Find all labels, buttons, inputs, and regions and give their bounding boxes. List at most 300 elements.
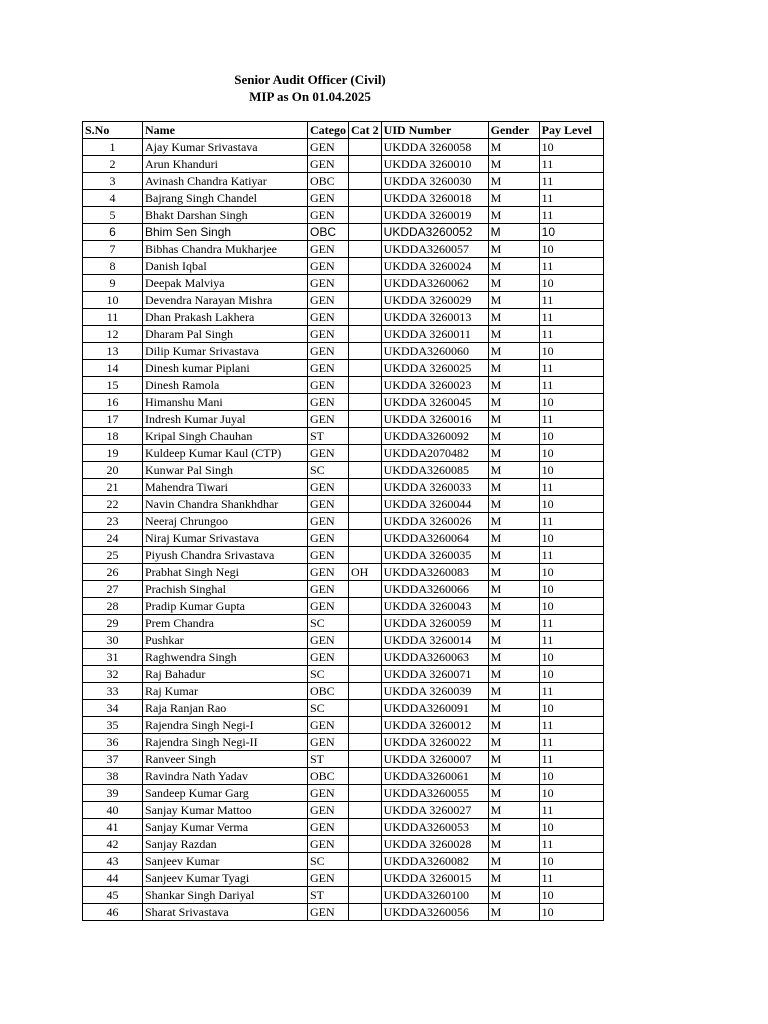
table-header-row (83, 122, 604, 139)
cell-category: GEN (308, 275, 349, 292)
cell-pay-level: 10 (539, 649, 603, 666)
table-row (83, 173, 604, 190)
cell-category: OBC (308, 768, 349, 785)
cell-sno: 37 (83, 751, 143, 768)
cell-cat2 (349, 649, 382, 666)
cell-name: Deepak Malviya (143, 275, 308, 292)
table-row (83, 700, 604, 717)
cell-cat2 (349, 513, 382, 530)
cell-gender: M (488, 734, 539, 751)
table-row (83, 870, 604, 887)
cell-sno: 20 (83, 462, 143, 479)
cell-cat2 (349, 581, 382, 598)
cell-sno: 15 (83, 377, 143, 394)
cell-sno: 2 (83, 156, 143, 173)
cell-uid: UKDDA 3260012 (381, 717, 488, 734)
cell-name: Pushkar (143, 632, 308, 649)
cell-pay-level: 11 (539, 360, 603, 377)
cell-sno: 21 (83, 479, 143, 496)
table-row (83, 887, 604, 904)
cell-pay-level: 10 (539, 768, 603, 785)
cell-category: GEN (308, 241, 349, 258)
cell-name: Ravindra Nath Yadav (143, 768, 308, 785)
cell-uid: UKDDA 3260019 (381, 207, 488, 224)
cell-category: GEN (308, 258, 349, 275)
cell-gender: M (488, 428, 539, 445)
cell-name: Kuldeep Kumar Kaul (CTP) (143, 445, 308, 462)
cell-sno: 36 (83, 734, 143, 751)
cell-uid: UKDDA 3260039 (381, 683, 488, 700)
table-row (83, 139, 604, 156)
cell-category: OBC (308, 683, 349, 700)
cell-sno: 9 (83, 275, 143, 292)
cell-uid: UKDDA3260063 (381, 649, 488, 666)
cell-sno: 13 (83, 343, 143, 360)
cell-uid: UKDDA 3260014 (381, 632, 488, 649)
table-row (83, 190, 604, 207)
cell-category: GEN (308, 717, 349, 734)
cell-gender: M (488, 530, 539, 547)
cell-category: GEN (308, 479, 349, 496)
cell-name: Avinash Chandra Katiyar (143, 173, 308, 190)
cell-cat2 (349, 666, 382, 683)
table-row (83, 326, 604, 343)
cell-cat2 (349, 292, 382, 309)
column-header-cat2: Cat 2 (349, 122, 382, 139)
cell-name: Mahendra Tiwari (143, 479, 308, 496)
cell-pay-level: 11 (539, 734, 603, 751)
cell-name: Pradip Kumar Gupta (143, 598, 308, 615)
cell-pay-level: 11 (539, 836, 603, 853)
cell-uid: UKDDA3260064 (381, 530, 488, 547)
cell-gender: M (488, 547, 539, 564)
cell-pay-level: 11 (539, 326, 603, 343)
cell-name: Prachish Singhal (143, 581, 308, 598)
cell-category: GEN (308, 802, 349, 819)
cell-pay-level: 11 (539, 258, 603, 275)
cell-sno: 25 (83, 547, 143, 564)
cell-pay-level: 11 (539, 173, 603, 190)
cell-gender: M (488, 632, 539, 649)
cell-sno: 10 (83, 292, 143, 309)
cell-sno: 14 (83, 360, 143, 377)
table-row (83, 394, 604, 411)
cell-pay-level: 11 (539, 547, 603, 564)
cell-category: ST (308, 887, 349, 904)
cell-name: Piyush Chandra Srivastava (143, 547, 308, 564)
cell-cat2 (349, 411, 382, 428)
cell-category: GEN (308, 581, 349, 598)
cell-sno: 22 (83, 496, 143, 513)
cell-category: SC (308, 462, 349, 479)
table-row (83, 513, 604, 530)
table-row (83, 666, 604, 683)
officer-table (82, 121, 604, 921)
table-row (83, 853, 604, 870)
cell-name: Dinesh kumar Piplani (143, 360, 308, 377)
cell-cat2 (349, 241, 382, 258)
cell-pay-level: 11 (539, 309, 603, 326)
cell-cat2 (349, 156, 382, 173)
table-row (83, 768, 604, 785)
cell-uid: UKDDA 3260027 (381, 802, 488, 819)
cell-category: GEN (308, 836, 349, 853)
cell-name: Sanjay Kumar Verma (143, 819, 308, 836)
cell-category: GEN (308, 326, 349, 343)
cell-uid: UKDDA 3260035 (381, 547, 488, 564)
cell-name: Bajrang Singh Chandel (143, 190, 308, 207)
cell-sno: 3 (83, 173, 143, 190)
cell-pay-level: 10 (539, 445, 603, 462)
column-header-sno: S.No (83, 122, 143, 139)
cell-cat2 (349, 853, 382, 870)
column-header-pay-level: Pay Level (539, 122, 603, 139)
cell-cat2 (349, 428, 382, 445)
cell-category: OBC (308, 173, 349, 190)
cell-uid: UKDDA 3260045 (381, 394, 488, 411)
cell-pay-level: 10 (539, 530, 603, 547)
cell-uid: UKDDA3260053 (381, 819, 488, 836)
cell-pay-level: 10 (539, 819, 603, 836)
cell-sno: 31 (83, 649, 143, 666)
cell-category: GEN (308, 343, 349, 360)
cell-sno: 45 (83, 887, 143, 904)
cell-gender: M (488, 139, 539, 156)
cell-cat2 (349, 394, 382, 411)
cell-gender: M (488, 411, 539, 428)
cell-category: ST (308, 428, 349, 445)
cell-pay-level: 11 (539, 479, 603, 496)
cell-pay-level: 11 (539, 870, 603, 887)
cell-category: GEN (308, 870, 349, 887)
cell-uid: UKDDA 3260071 (381, 666, 488, 683)
cell-pay-level: 11 (539, 190, 603, 207)
cell-uid: UKDDA 3260007 (381, 751, 488, 768)
cell-pay-level: 10 (539, 496, 603, 513)
cell-sno: 39 (83, 785, 143, 802)
cell-category: GEN (308, 904, 349, 921)
cell-name: Niraj Kumar Srivastava (143, 530, 308, 547)
cell-cat2 (349, 462, 382, 479)
cell-uid: UKDDA 3260059 (381, 615, 488, 632)
cell-category: GEN (308, 513, 349, 530)
cell-sno: 6 (83, 224, 143, 241)
cell-pay-level: 10 (539, 241, 603, 258)
cell-name: Rajendra Singh Negi-I (143, 717, 308, 734)
cell-name: Sanjeev Kumar Tyagi (143, 870, 308, 887)
cell-gender: M (488, 598, 539, 615)
table-row (83, 479, 604, 496)
cell-sno: 28 (83, 598, 143, 615)
cell-category: GEN (308, 819, 349, 836)
cell-pay-level: 11 (539, 751, 603, 768)
cell-pay-level: 10 (539, 139, 603, 156)
cell-cat2 (349, 190, 382, 207)
cell-uid: UKDDA3260092 (381, 428, 488, 445)
cell-category: SC (308, 853, 349, 870)
cell-gender: M (488, 887, 539, 904)
cell-sno: 43 (83, 853, 143, 870)
cell-sno: 38 (83, 768, 143, 785)
cell-uid: UKDDA 3260025 (381, 360, 488, 377)
cell-gender: M (488, 173, 539, 190)
column-header-category: Catego (308, 122, 349, 139)
cell-gender: M (488, 785, 539, 802)
cell-cat2 (349, 309, 382, 326)
cell-sno: 33 (83, 683, 143, 700)
cell-uid: UKDDA 3260028 (381, 836, 488, 853)
cell-cat2 (349, 139, 382, 156)
cell-name: Sanjay Razdan (143, 836, 308, 853)
table-body (83, 139, 604, 921)
table-row (83, 224, 604, 241)
cell-name: Prem Chandra (143, 615, 308, 632)
cell-category: GEN (308, 530, 349, 547)
table-row (83, 615, 604, 632)
cell-gender: M (488, 326, 539, 343)
cell-cat2 (349, 343, 382, 360)
cell-gender: M (488, 513, 539, 530)
cell-uid: UKDDA3260062 (381, 275, 488, 292)
cell-uid: UKDDA3260082 (381, 853, 488, 870)
cell-pay-level: 11 (539, 513, 603, 530)
table-row (83, 275, 604, 292)
table-row (83, 292, 604, 309)
table-row (83, 360, 604, 377)
cell-category: GEN (308, 377, 349, 394)
cell-name: Bibhas Chandra Mukharjee (143, 241, 308, 258)
table-row (83, 343, 604, 360)
cell-sno: 32 (83, 666, 143, 683)
cell-gender: M (488, 156, 539, 173)
cell-pay-level: 10 (539, 394, 603, 411)
column-header-name: Name (143, 122, 308, 139)
cell-sno: 30 (83, 632, 143, 649)
cell-name: Navin Chandra Shankhdhar (143, 496, 308, 513)
cell-cat2 (349, 870, 382, 887)
cell-pay-level: 10 (539, 564, 603, 581)
table-row (83, 428, 604, 445)
cell-uid: UKDDA3260057 (381, 241, 488, 258)
cell-name: Danish Iqbal (143, 258, 308, 275)
cell-name: Dilip Kumar Srivastava (143, 343, 308, 360)
cell-name: Ajay Kumar Srivastava (143, 139, 308, 156)
cell-pay-level: 10 (539, 275, 603, 292)
cell-gender: M (488, 836, 539, 853)
table-row (83, 785, 604, 802)
cell-name: Raj Bahadur (143, 666, 308, 683)
table-row (83, 819, 604, 836)
table-row (83, 241, 604, 258)
cell-pay-level: 11 (539, 717, 603, 734)
cell-pay-level: 10 (539, 224, 603, 241)
cell-gender: M (488, 853, 539, 870)
table-row (83, 598, 604, 615)
cell-category: GEN (308, 309, 349, 326)
table-row (83, 802, 604, 819)
cell-sno: 1 (83, 139, 143, 156)
cell-name: Bhim Sen Singh (143, 224, 308, 241)
document-title: Senior Audit Officer (Civil) (234, 72, 386, 87)
cell-pay-level: 10 (539, 853, 603, 870)
table-row (83, 836, 604, 853)
cell-cat2 (349, 734, 382, 751)
cell-name: Dharam Pal Singh (143, 326, 308, 343)
cell-uid: UKDDA 3260024 (381, 258, 488, 275)
cell-cat2 (349, 632, 382, 649)
cell-name: Rajendra Singh Negi-II (143, 734, 308, 751)
cell-name: Ranveer Singh (143, 751, 308, 768)
cell-sno: 41 (83, 819, 143, 836)
cell-name: Raja Ranjan Rao (143, 700, 308, 717)
cell-cat2 (349, 326, 382, 343)
cell-pay-level: 10 (539, 598, 603, 615)
cell-sno: 12 (83, 326, 143, 343)
cell-gender: M (488, 377, 539, 394)
cell-gender: M (488, 683, 539, 700)
table-row (83, 207, 604, 224)
cell-pay-level: 10 (539, 462, 603, 479)
cell-cat2 (349, 207, 382, 224)
cell-gender: M (488, 496, 539, 513)
cell-sno: 35 (83, 717, 143, 734)
table-row (83, 377, 604, 394)
table-row (83, 411, 604, 428)
cell-sno: 7 (83, 241, 143, 258)
table-row (83, 564, 604, 581)
cell-cat2 (349, 275, 382, 292)
cell-sno: 24 (83, 530, 143, 547)
cell-sno: 5 (83, 207, 143, 224)
cell-gender: M (488, 207, 539, 224)
cell-gender: M (488, 768, 539, 785)
column-header-uid: UID Number (381, 122, 488, 139)
cell-gender: M (488, 343, 539, 360)
document-subtitle: MIP as On 01.04.2025 (249, 89, 371, 104)
cell-uid: UKDDA3260052 (381, 224, 488, 241)
cell-sno: 19 (83, 445, 143, 462)
cell-pay-level: 11 (539, 156, 603, 173)
cell-sno: 42 (83, 836, 143, 853)
cell-pay-level: 11 (539, 411, 603, 428)
cell-gender: M (488, 751, 539, 768)
cell-uid: UKDDA 3260033 (381, 479, 488, 496)
cell-category: ST (308, 751, 349, 768)
cell-uid: UKDDA3260060 (381, 343, 488, 360)
cell-uid: UKDDA 3260015 (381, 870, 488, 887)
cell-cat2 (349, 683, 382, 700)
cell-name: Arun Khanduri (143, 156, 308, 173)
cell-uid: UKDDA3260066 (381, 581, 488, 598)
cell-pay-level: 10 (539, 700, 603, 717)
cell-category: GEN (308, 734, 349, 751)
cell-uid: UKDDA3260085 (381, 462, 488, 479)
cell-category: OBC (308, 224, 349, 241)
cell-name: Shankar Singh Dariyal (143, 887, 308, 904)
cell-gender: M (488, 360, 539, 377)
cell-cat2 (349, 700, 382, 717)
cell-category: GEN (308, 292, 349, 309)
cell-name: Kunwar Pal Singh (143, 462, 308, 479)
cell-uid: UKDDA 3260029 (381, 292, 488, 309)
cell-uid: UKDDA3260083 (381, 564, 488, 581)
cell-gender: M (488, 802, 539, 819)
cell-uid: UKDDA 3260010 (381, 156, 488, 173)
cell-uid: UKDDA3260100 (381, 887, 488, 904)
cell-category: GEN (308, 360, 349, 377)
cell-gender: M (488, 309, 539, 326)
cell-sno: 26 (83, 564, 143, 581)
cell-sno: 34 (83, 700, 143, 717)
cell-name: Bhakt Darshan Singh (143, 207, 308, 224)
cell-name: Neeraj Chrungoo (143, 513, 308, 530)
cell-name: Dhan Prakash Lakhera (143, 309, 308, 326)
cell-cat2 (349, 598, 382, 615)
cell-cat2 (349, 258, 382, 275)
cell-cat2 (349, 785, 382, 802)
cell-name: Prabhat Singh Negi (143, 564, 308, 581)
cell-name: Devendra Narayan Mishra (143, 292, 308, 309)
cell-pay-level: 11 (539, 615, 603, 632)
cell-gender: M (488, 870, 539, 887)
cell-category: GEN (308, 649, 349, 666)
cell-pay-level: 10 (539, 343, 603, 360)
cell-name: Kripal Singh Chauhan (143, 428, 308, 445)
cell-uid: UKDDA 3260011 (381, 326, 488, 343)
cell-pay-level: 11 (539, 632, 603, 649)
cell-name: Sanjay Kumar Mattoo (143, 802, 308, 819)
cell-cat2 (349, 224, 382, 241)
cell-uid: UKDDA3260061 (381, 768, 488, 785)
cell-sno: 8 (83, 258, 143, 275)
table-row (83, 462, 604, 479)
cell-uid: UKDDA3260055 (381, 785, 488, 802)
cell-gender: M (488, 258, 539, 275)
cell-category: SC (308, 700, 349, 717)
cell-sno: 44 (83, 870, 143, 887)
cell-uid: UKDDA 3260030 (381, 173, 488, 190)
cell-cat2 (349, 496, 382, 513)
cell-name: Sandeep Kumar Garg (143, 785, 308, 802)
cell-gender: M (488, 190, 539, 207)
cell-gender: M (488, 479, 539, 496)
cell-gender: M (488, 394, 539, 411)
cell-cat2 (349, 887, 382, 904)
cell-gender: M (488, 241, 539, 258)
table-row (83, 717, 604, 734)
cell-category: GEN (308, 564, 349, 581)
cell-category: SC (308, 666, 349, 683)
cell-uid: UKDDA3260056 (381, 904, 488, 921)
cell-uid: UKDDA 3260058 (381, 139, 488, 156)
cell-pay-level: 11 (539, 207, 603, 224)
cell-cat2 (349, 751, 382, 768)
cell-uid: UKDDA 3260022 (381, 734, 488, 751)
cell-cat2: OH (349, 564, 382, 581)
table-row (83, 496, 604, 513)
cell-category: GEN (308, 632, 349, 649)
cell-cat2 (349, 836, 382, 853)
table-row (83, 649, 604, 666)
cell-cat2 (349, 377, 382, 394)
cell-uid: UKDDA2070482 (381, 445, 488, 462)
cell-cat2 (349, 717, 382, 734)
cell-sno: 16 (83, 394, 143, 411)
cell-category: GEN (308, 207, 349, 224)
table-row (83, 530, 604, 547)
cell-cat2 (349, 547, 382, 564)
cell-gender: M (488, 615, 539, 632)
